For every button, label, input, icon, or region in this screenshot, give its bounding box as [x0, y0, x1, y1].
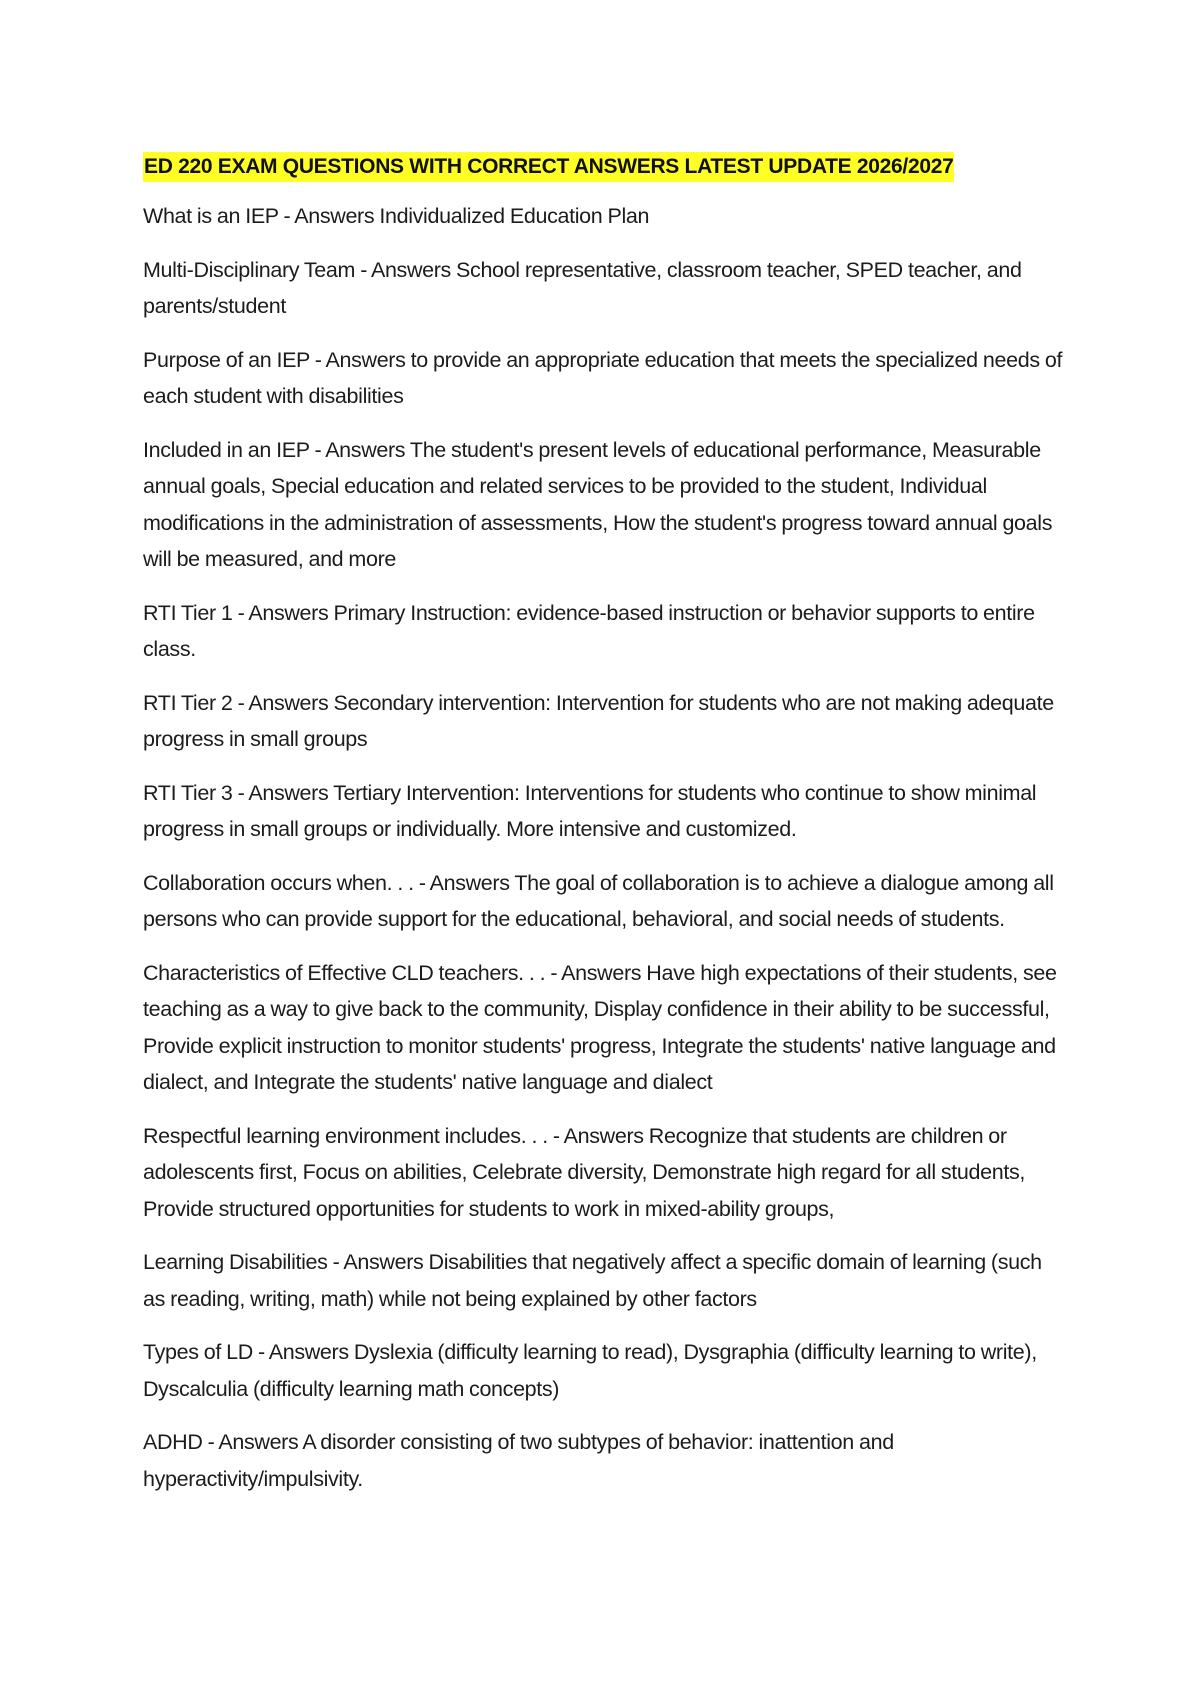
- qa-entry-rti-tier-2: RTI Tier 2 - Answers Secondary intervention: Intervention for students who are not making adequate progress in small groups: [143, 690, 1054, 751]
- qa-entry-purpose-of-iep: Purpose of an IEP - Answers to provide an appropriate education that meets the specialized needs of each student with disabilities: [143, 347, 1063, 408]
- qa-entry-rti-tier-1: RTI Tier 1 - Answers Primary Instruction: evidence-based instruction or behavior supports to entire class.: [143, 600, 1035, 661]
- document-title: ED 220 EXAM QUESTIONS WITH CORRECT ANSWERS LATEST UPDATE 2026/2027: [143, 152, 954, 182]
- qa-entry-types-of-ld: Types of LD - Answers Dyslexia (difficulty learning to read), Dysgraphia (difficulty learning to write), Dyscalculia (difficulty learning math concepts): [143, 1340, 1037, 1401]
- qa-entry-rti-tier-3: RTI Tier 3 - Answers Tertiary Intervention: Interventions for students who continue to show minimal progress in small groups or individually. More intensive and customized.: [143, 780, 1037, 841]
- qa-entry-included-in-iep: Included in an IEP - Answers The student's present levels of educational performance, Measurable annual goals, Special education and related services to be provided to the student, Individual modifications in the administration of assessments, How the student's progress toward annual goals will be measured, and more: [143, 437, 1053, 571]
- qa-entry-multi-disciplinary-team: Multi-Disciplinary Team - Answers School representative, classroom teacher, SPED teacher, and parents/student: [143, 257, 1022, 318]
- document-body: [143, 152, 1068, 1514]
- qa-entry-collaboration: Collaboration occurs when. . . - Answers The goal of collaboration is to achieve a dialogue among all persons who can provide support for the educational, behavioral, and social needs of students.: [143, 870, 1054, 931]
- qa-entry-respectful-environment: Respectful learning environment includes. . . - Answers Recognize that students are children or adolescents first, Focus on abilities, Celebrate diversity, Demonstrate high regard for all students, Provide structured opportunities for students to work in mixed-ability groups,: [143, 1123, 1025, 1221]
- qa-entry-cld-teachers: Characteristics of Effective CLD teachers. . . - Answers Have high expectations of their students, see teaching as a way to give back to the community, Display confidence in their ability to be successful, Provide explicit instruction to monitor students' progress, Integrate the students' native language and dialect, and Integrate the students' native language and dialect: [143, 960, 1057, 1094]
- qa-entry-what-is-iep: What is an IEP - Answers Individualized Education Plan: [143, 204, 650, 228]
- qa-entry-learning-disabilities: Learning Disabilities - Answers Disabilities that negatively affect a specific domain of learning (such as reading, writing, math) while not being explained by other factors: [143, 1250, 1042, 1311]
- qa-entry-adhd: ADHD - Answers A disorder consisting of two subtypes of behavior: inattention and hyperactivity/impulsivity.: [143, 1430, 894, 1491]
